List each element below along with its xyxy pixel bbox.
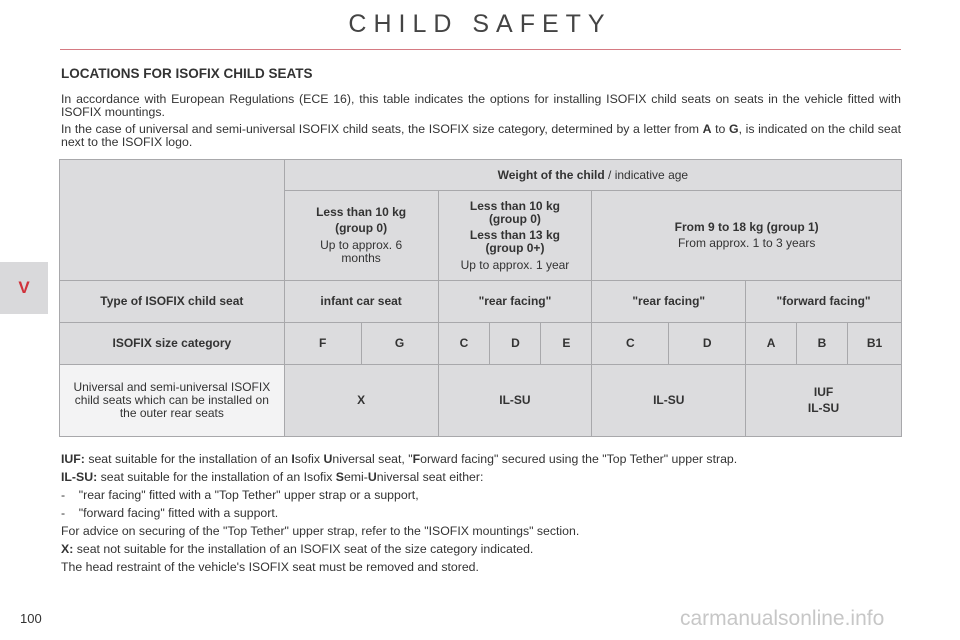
- type-label: Type of ISOFIX child seat: [60, 281, 285, 323]
- value-cell: IL-SU: [438, 365, 592, 437]
- group-0-line-2: (group 0): [335, 221, 388, 235]
- note-iuf: [61, 453, 901, 466]
- group-1-header: [592, 191, 902, 281]
- type-cell: "forward facing": [746, 281, 902, 323]
- note-x: [61, 543, 901, 556]
- note-text: niversal seat either:: [376, 470, 484, 484]
- note-ilsu-label: IL-SU:: [61, 470, 98, 484]
- table-row: [60, 323, 902, 365]
- watermark: carmanualsonline.info: [680, 607, 885, 630]
- value-cell: IL-SU: [592, 365, 746, 437]
- value-line-2: IL-SU: [807, 401, 840, 415]
- note-text: emi-: [343, 470, 368, 484]
- note-text: sofix: [294, 452, 324, 466]
- group-0plus-line-2: Less than 13 kg (group 0+): [469, 227, 560, 255]
- chapter-letter: V: [18, 278, 30, 297]
- type-cell: "rear facing": [592, 281, 746, 323]
- note-letter: F: [412, 452, 421, 466]
- group-0-line-1: Less than 10 kg: [316, 205, 407, 219]
- title-divider: [60, 49, 901, 50]
- intro-p2-letter-g: G: [729, 122, 739, 136]
- group-1-age: From approx. 1 to 3 years: [677, 236, 816, 250]
- note-letter: U: [323, 452, 333, 466]
- size-cell: D: [490, 323, 541, 365]
- note-x-label: X:: [61, 542, 74, 556]
- group-1-line-1: From 9 to 18 kg (group 1): [674, 220, 819, 234]
- intro-p2-text-b: to: [711, 122, 729, 136]
- group-0plus-header: [438, 191, 592, 281]
- note-head-restraint: The head restraint of the vehicle's ISOFIX seat must be removed and stored.: [61, 560, 479, 574]
- size-cell: G: [361, 323, 438, 365]
- note-text: niversal seat, ": [332, 452, 413, 466]
- weight-header-bold: Weight of the child: [497, 167, 605, 182]
- section-heading: LOCATIONS FOR ISOFIX CHILD SEATS: [61, 66, 313, 81]
- note-text: seat suitable for the installation of an Isofix: [97, 470, 336, 484]
- size-cell: C: [592, 323, 669, 365]
- note-letter: S: [335, 470, 344, 484]
- value-cell: X: [284, 365, 438, 437]
- intro-p2-text-a: In the case of universal and semi-universal ISOFIX child seats, the ISOFIX size category, determined by a letter from: [61, 122, 703, 136]
- size-cell: E: [541, 323, 592, 365]
- size-cell: B: [797, 323, 848, 365]
- intro-p2-letter-a: A: [702, 122, 712, 136]
- intro-p2-text-c: , is indicated on the child seat next to the ISOFIX logo.: [61, 122, 902, 149]
- table-row: [60, 160, 902, 191]
- note-letter: U: [367, 470, 377, 484]
- note-advice: For advice on securing of the "Top Tether" upper strap, refer to the "ISOFIX mountings" section.: [61, 524, 580, 538]
- size-cell: F: [284, 323, 361, 365]
- page-title: CHILD SAFETY: [348, 10, 612, 38]
- size-cell: C: [438, 323, 490, 365]
- table-row: [60, 281, 902, 323]
- notes: [61, 453, 901, 579]
- note-dash-1: - "rear facing" fitted with a "Top Tether" upper strap or a support,: [61, 488, 419, 502]
- value-line-1: IUF: [813, 385, 834, 399]
- weight-header: [284, 160, 901, 191]
- table-row: [60, 365, 902, 437]
- table-corner-cell: [60, 160, 285, 281]
- size-cell: D: [669, 323, 746, 365]
- intro-paragraph-2: [61, 123, 901, 149]
- intro-text: [61, 93, 901, 153]
- isofix-table: [59, 159, 902, 437]
- seat-label: Universal and semi-universal ISOFIX child seats which can be installed on the outer rear seats: [60, 365, 285, 437]
- type-cell: infant car seat: [284, 281, 438, 323]
- size-label: ISOFIX size category: [60, 323, 285, 365]
- note-dash-2: - "forward facing" fitted with a support.: [61, 506, 279, 520]
- size-cell: B1: [847, 323, 901, 365]
- note-ilsu: [61, 471, 901, 484]
- group-0-header: [284, 191, 438, 281]
- group-0-age: Up to approx. 6 months: [320, 238, 403, 265]
- type-cell: "rear facing": [438, 281, 592, 323]
- note-text: seat not suitable for the installation of an ISOFIX seat of the size category indicated.: [73, 542, 534, 556]
- group-0plus-age: Up to approx. 1 year: [460, 257, 570, 272]
- chapter-tab: [0, 262, 48, 314]
- value-cell: [746, 365, 902, 437]
- weight-header-rest: / indicative age: [604, 167, 689, 182]
- note-iuf-label: IUF:: [61, 452, 85, 466]
- intro-paragraph-1: In accordance with European Regulations (ECE 16), this table indicates the options for installing ISOFIX child seats on seats in the vehicle fitted with ISOFIX mountings.: [61, 92, 901, 119]
- note-text: orward facing" secured using the "Top Tether" upper strap.: [420, 452, 738, 466]
- note-letter: I: [291, 452, 295, 466]
- note-text: seat suitable for the installation of an: [84, 452, 292, 466]
- page-number: 100: [20, 611, 42, 626]
- group-0plus-line-1: Less than 10 kg (group 0): [469, 198, 560, 226]
- size-cell: A: [746, 323, 797, 365]
